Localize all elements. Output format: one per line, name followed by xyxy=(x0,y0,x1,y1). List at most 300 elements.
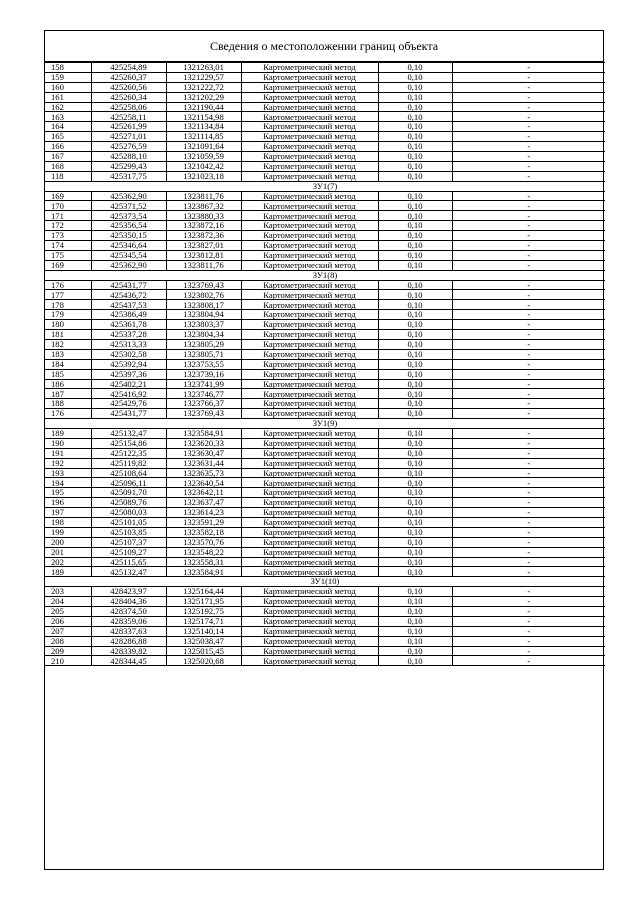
description-cell: - xyxy=(452,82,605,92)
description-cell: - xyxy=(452,646,605,656)
description-cell: - xyxy=(452,221,605,231)
point-number-cell: 204 xyxy=(45,597,91,607)
point-number-cell: 199 xyxy=(45,527,91,537)
x-coordinate-cell: 425350,15 xyxy=(91,231,166,241)
accuracy-cell: 0,10 xyxy=(378,231,452,241)
accuracy-cell: 0,10 xyxy=(378,557,452,567)
description-cell: - xyxy=(452,488,605,498)
accuracy-cell: 0,10 xyxy=(378,428,452,438)
x-coordinate-cell: 425361,78 xyxy=(91,320,166,330)
section-row xyxy=(45,270,605,280)
point-number-cell: 208 xyxy=(45,636,91,646)
accuracy-cell: 0,10 xyxy=(378,646,452,656)
accuracy-cell: 0,10 xyxy=(378,448,452,458)
y-coordinate-cell: 1323872,36 xyxy=(166,231,241,241)
description-cell: - xyxy=(452,241,605,251)
method-cell: Картометрический метод xyxy=(241,606,378,616)
table-row xyxy=(45,478,605,488)
x-coordinate-cell: 425317,75 xyxy=(91,171,166,181)
y-coordinate-cell: 1323630,47 xyxy=(166,448,241,458)
method-cell: Картометрический метод xyxy=(241,478,378,488)
x-coordinate-cell: 425115,65 xyxy=(91,557,166,567)
x-coordinate-cell: 425346,64 xyxy=(91,241,166,251)
table-row xyxy=(45,92,605,102)
point-number-cell: 206 xyxy=(45,616,91,626)
point-number-cell: 179 xyxy=(45,310,91,320)
table-row xyxy=(45,498,605,508)
method-cell: Картометрический метод xyxy=(241,211,378,221)
point-number-cell: 203 xyxy=(45,587,91,597)
accuracy-cell: 0,10 xyxy=(378,389,452,399)
method-cell: Картометрический метод xyxy=(241,498,378,508)
description-cell: - xyxy=(452,290,605,300)
accuracy-cell: 0,10 xyxy=(378,191,452,201)
point-number-cell: 177 xyxy=(45,290,91,300)
x-coordinate-cell: 425254,89 xyxy=(91,63,166,73)
x-coordinate-cell: 425431,77 xyxy=(91,280,166,290)
description-cell: - xyxy=(452,448,605,458)
description-cell: - xyxy=(452,468,605,478)
point-number-cell: 161 xyxy=(45,92,91,102)
description-cell: - xyxy=(452,280,605,290)
table-row xyxy=(45,587,605,597)
y-coordinate-cell: 1321229,57 xyxy=(166,72,241,82)
accuracy-cell: 0,10 xyxy=(378,300,452,310)
description-cell: - xyxy=(452,171,605,181)
y-coordinate-cell: 1323637,47 xyxy=(166,498,241,508)
description-cell: - xyxy=(452,399,605,409)
description-cell: - xyxy=(452,201,605,211)
x-coordinate-cell: 425276,59 xyxy=(91,142,166,152)
accuracy-cell: 0,10 xyxy=(378,221,452,231)
point-number-cell: 169 xyxy=(45,191,91,201)
method-cell: Картометрический метод xyxy=(241,488,378,498)
x-coordinate-cell: 425436,72 xyxy=(91,290,166,300)
point-number-cell: 209 xyxy=(45,646,91,656)
table-row xyxy=(45,606,605,616)
accuracy-cell: 0,10 xyxy=(378,112,452,122)
point-number-cell: 205 xyxy=(45,606,91,616)
accuracy-cell: 0,10 xyxy=(378,72,452,82)
description-cell: - xyxy=(452,557,605,567)
y-coordinate-cell: 1323620,33 xyxy=(166,438,241,448)
description-cell: - xyxy=(452,636,605,646)
accuracy-cell: 0,10 xyxy=(378,330,452,340)
accuracy-cell: 0,10 xyxy=(378,409,452,419)
table-row xyxy=(45,330,605,340)
point-number-cell: 181 xyxy=(45,330,91,340)
table-row xyxy=(45,142,605,152)
description-cell: - xyxy=(452,349,605,359)
method-cell: Картометрический метод xyxy=(241,241,378,251)
description-cell: - xyxy=(452,438,605,448)
accuracy-cell: 0,10 xyxy=(378,498,452,508)
table-row xyxy=(45,211,605,221)
method-cell: Картометрический метод xyxy=(241,646,378,656)
description-cell: - xyxy=(452,527,605,537)
x-coordinate-cell: 425362,90 xyxy=(91,191,166,201)
section-row xyxy=(45,419,605,429)
table-row xyxy=(45,537,605,547)
method-cell: Картометрический метод xyxy=(241,428,378,438)
point-number-cell: 210 xyxy=(45,656,91,666)
method-cell: Картометрический метод xyxy=(241,349,378,359)
x-coordinate-cell: 425397,36 xyxy=(91,369,166,379)
table-row xyxy=(45,656,605,666)
table-row xyxy=(45,379,605,389)
y-coordinate-cell: 1323584,91 xyxy=(166,428,241,438)
method-cell: Картометрический метод xyxy=(241,448,378,458)
method-cell: Картометрический метод xyxy=(241,152,378,162)
y-coordinate-cell: 1323880,33 xyxy=(166,211,241,221)
y-coordinate-cell: 1323812,81 xyxy=(166,250,241,260)
table-row xyxy=(45,428,605,438)
method-cell: Картометрический метод xyxy=(241,320,378,330)
method-cell: Картометрический метод xyxy=(241,616,378,626)
point-number-cell: 174 xyxy=(45,241,91,251)
description-cell: - xyxy=(452,626,605,636)
accuracy-cell: 0,10 xyxy=(378,488,452,498)
table-row xyxy=(45,399,605,409)
description-cell: - xyxy=(452,330,605,340)
y-coordinate-cell: 1323804,34 xyxy=(166,330,241,340)
description-cell: - xyxy=(452,359,605,369)
y-coordinate-cell: 1325140,14 xyxy=(166,626,241,636)
table-row xyxy=(45,557,605,567)
table-body xyxy=(45,63,605,666)
y-coordinate-cell: 1323827,01 xyxy=(166,241,241,251)
y-coordinate-cell: 1323642,11 xyxy=(166,488,241,498)
point-number-cell: 167 xyxy=(45,152,91,162)
table-row xyxy=(45,72,605,82)
x-coordinate-cell: 425080,03 xyxy=(91,508,166,518)
description-cell: - xyxy=(452,458,605,468)
description-cell: - xyxy=(452,616,605,626)
method-cell: Картометрический метод xyxy=(241,458,378,468)
x-coordinate-cell: 425089,76 xyxy=(91,498,166,508)
description-cell: - xyxy=(452,112,605,122)
x-coordinate-cell: 425154,86 xyxy=(91,438,166,448)
table-row xyxy=(45,241,605,251)
accuracy-cell: 0,10 xyxy=(378,142,452,152)
table-row xyxy=(45,547,605,557)
table-row xyxy=(45,517,605,527)
description-cell: - xyxy=(452,122,605,132)
table-row xyxy=(45,349,605,359)
accuracy-cell: 0,10 xyxy=(378,517,452,527)
method-cell: Картометрический метод xyxy=(241,389,378,399)
method-cell: Картометрический метод xyxy=(241,567,378,577)
table-row xyxy=(45,458,605,468)
y-coordinate-cell: 1325174,71 xyxy=(166,616,241,626)
x-coordinate-cell: 428423,97 xyxy=(91,587,166,597)
accuracy-cell: 0,10 xyxy=(378,527,452,537)
method-cell: Картометрический метод xyxy=(241,339,378,349)
method-cell: Картометрический метод xyxy=(241,636,378,646)
description-cell: - xyxy=(452,478,605,488)
x-coordinate-cell: 428359,06 xyxy=(91,616,166,626)
x-coordinate-cell: 428286,88 xyxy=(91,636,166,646)
y-coordinate-cell: 1323769,43 xyxy=(166,280,241,290)
x-coordinate-cell: 425416,92 xyxy=(91,389,166,399)
table-row xyxy=(45,300,605,310)
method-cell: Картометрический метод xyxy=(241,231,378,241)
y-coordinate-cell: 1323558,31 xyxy=(166,557,241,567)
table-row xyxy=(45,320,605,330)
method-cell: Картометрический метод xyxy=(241,290,378,300)
table-row xyxy=(45,438,605,448)
point-number-cell: 166 xyxy=(45,142,91,152)
method-cell: Картометрический метод xyxy=(241,260,378,270)
table-row xyxy=(45,201,605,211)
table-row xyxy=(45,63,605,73)
method-cell: Картометрический метод xyxy=(241,537,378,547)
point-number-cell: 165 xyxy=(45,132,91,142)
point-number-cell: 180 xyxy=(45,320,91,330)
point-number-cell: 188 xyxy=(45,399,91,409)
description-cell: - xyxy=(452,102,605,112)
point-number-cell: 178 xyxy=(45,300,91,310)
method-cell: Картометрический метод xyxy=(241,171,378,181)
description-cell: - xyxy=(452,389,605,399)
method-cell: Картометрический метод xyxy=(241,330,378,340)
x-coordinate-cell: 425362,90 xyxy=(91,260,166,270)
table-row xyxy=(45,369,605,379)
table-row xyxy=(45,597,605,607)
accuracy-cell: 0,10 xyxy=(378,132,452,142)
table-row xyxy=(45,152,605,162)
accuracy-cell: 0,10 xyxy=(378,587,452,597)
point-number-cell: 200 xyxy=(45,537,91,547)
y-coordinate-cell: 1323739,16 xyxy=(166,369,241,379)
x-coordinate-cell: 425371,52 xyxy=(91,201,166,211)
point-number-cell: 158 xyxy=(45,63,91,73)
method-cell: Картометрический метод xyxy=(241,250,378,260)
method-cell: Картометрический метод xyxy=(241,508,378,518)
y-coordinate-cell: 1325038,47 xyxy=(166,636,241,646)
point-number-cell: 191 xyxy=(45,448,91,458)
x-coordinate-cell: 425431,77 xyxy=(91,409,166,419)
y-coordinate-cell: 1321154,98 xyxy=(166,112,241,122)
description-cell: - xyxy=(452,369,605,379)
accuracy-cell: 0,10 xyxy=(378,547,452,557)
x-coordinate-cell: 428374,50 xyxy=(91,606,166,616)
table-row xyxy=(45,508,605,518)
y-coordinate-cell: 1323741,99 xyxy=(166,379,241,389)
method-cell: Картометрический метод xyxy=(241,468,378,478)
accuracy-cell: 0,10 xyxy=(378,438,452,448)
accuracy-cell: 0,10 xyxy=(378,241,452,251)
point-number-cell: 184 xyxy=(45,359,91,369)
accuracy-cell: 0,10 xyxy=(378,597,452,607)
method-cell: Картометрический метод xyxy=(241,626,378,636)
method-cell: Картометрический метод xyxy=(241,587,378,597)
accuracy-cell: 0,10 xyxy=(378,171,452,181)
description-cell: - xyxy=(452,537,605,547)
x-coordinate-cell: 425119,82 xyxy=(91,458,166,468)
y-coordinate-cell: 1321042,42 xyxy=(166,161,241,171)
accuracy-cell: 0,10 xyxy=(378,508,452,518)
method-cell: Картометрический метод xyxy=(241,161,378,171)
point-number-cell: 183 xyxy=(45,349,91,359)
x-coordinate-cell: 425103,85 xyxy=(91,527,166,537)
y-coordinate-cell: 1325192,75 xyxy=(166,606,241,616)
method-cell: Картометрический метод xyxy=(241,527,378,537)
y-coordinate-cell: 1323548,22 xyxy=(166,547,241,557)
table-row xyxy=(45,290,605,300)
accuracy-cell: 0,10 xyxy=(378,379,452,389)
description-cell: - xyxy=(452,547,605,557)
x-coordinate-cell: 425392,94 xyxy=(91,359,166,369)
point-number-cell: 197 xyxy=(45,508,91,518)
y-coordinate-cell: 1321134,84 xyxy=(166,122,241,132)
table-row xyxy=(45,132,605,142)
y-coordinate-cell: 1321023,18 xyxy=(166,171,241,181)
point-number-cell: 176 xyxy=(45,280,91,290)
y-coordinate-cell: 1323802,76 xyxy=(166,290,241,300)
method-cell: Картометрический метод xyxy=(241,597,378,607)
accuracy-cell: 0,10 xyxy=(378,399,452,409)
document-title: Сведения о местоположении границ объекта xyxy=(45,31,603,62)
method-cell: Картометрический метод xyxy=(241,72,378,82)
table-row xyxy=(45,102,605,112)
accuracy-cell: 0,10 xyxy=(378,478,452,488)
x-coordinate-cell: 425107,37 xyxy=(91,537,166,547)
accuracy-cell: 0,10 xyxy=(378,537,452,547)
point-number-cell: 175 xyxy=(45,250,91,260)
method-cell: Картометрический метод xyxy=(241,122,378,132)
method-cell: Картометрический метод xyxy=(241,82,378,92)
point-number-cell: 172 xyxy=(45,221,91,231)
table-row xyxy=(45,82,605,92)
accuracy-cell: 0,10 xyxy=(378,201,452,211)
x-coordinate-cell: 425373,54 xyxy=(91,211,166,221)
description-cell: - xyxy=(452,250,605,260)
x-coordinate-cell: 425260,56 xyxy=(91,82,166,92)
accuracy-cell: 0,10 xyxy=(378,458,452,468)
y-coordinate-cell: 1321114,85 xyxy=(166,132,241,142)
accuracy-cell: 0,10 xyxy=(378,349,452,359)
accuracy-cell: 0,10 xyxy=(378,369,452,379)
description-cell: - xyxy=(452,152,605,162)
method-cell: Картометрический метод xyxy=(241,369,378,379)
description-cell: - xyxy=(452,409,605,419)
method-cell: Картометрический метод xyxy=(241,300,378,310)
y-coordinate-cell: 1323805,71 xyxy=(166,349,241,359)
table-row xyxy=(45,359,605,369)
y-coordinate-cell: 1325164,44 xyxy=(166,587,241,597)
x-coordinate-cell: 425437,53 xyxy=(91,300,166,310)
y-coordinate-cell: 1323811,76 xyxy=(166,191,241,201)
accuracy-cell: 0,10 xyxy=(378,468,452,478)
x-coordinate-cell: 425288,10 xyxy=(91,152,166,162)
point-number-cell: 164 xyxy=(45,122,91,132)
method-cell: Картометрический метод xyxy=(241,63,378,73)
x-coordinate-cell: 428404,36 xyxy=(91,597,166,607)
y-coordinate-cell: 1325020,68 xyxy=(166,656,241,666)
x-coordinate-cell: 425429,76 xyxy=(91,399,166,409)
accuracy-cell: 0,10 xyxy=(378,626,452,636)
x-coordinate-cell: 425261,99 xyxy=(91,122,166,132)
y-coordinate-cell: 1323570,76 xyxy=(166,537,241,547)
accuracy-cell: 0,10 xyxy=(378,290,452,300)
x-coordinate-cell: 425337,28 xyxy=(91,330,166,340)
description-cell: - xyxy=(452,597,605,607)
table-row xyxy=(45,250,605,260)
x-coordinate-cell: 425258,06 xyxy=(91,102,166,112)
accuracy-cell: 0,10 xyxy=(378,63,452,73)
accuracy-cell: 0,10 xyxy=(378,320,452,330)
accuracy-cell: 0,10 xyxy=(378,250,452,260)
y-coordinate-cell: 1323753,55 xyxy=(166,359,241,369)
point-number-cell: 189 xyxy=(45,428,91,438)
table-row xyxy=(45,409,605,419)
y-coordinate-cell: 1323614,23 xyxy=(166,508,241,518)
point-number-cell: 192 xyxy=(45,458,91,468)
table-row xyxy=(45,567,605,577)
x-coordinate-cell: 428339,82 xyxy=(91,646,166,656)
section-row xyxy=(45,577,605,587)
accuracy-cell: 0,10 xyxy=(378,122,452,132)
description-cell: - xyxy=(452,142,605,152)
x-coordinate-cell: 425101,05 xyxy=(91,517,166,527)
table-row xyxy=(45,122,605,132)
y-coordinate-cell: 1323582,18 xyxy=(166,527,241,537)
method-cell: Картометрический метод xyxy=(241,359,378,369)
method-cell: Картометрический метод xyxy=(241,438,378,448)
y-coordinate-cell: 1323811,76 xyxy=(166,260,241,270)
method-cell: Картометрический метод xyxy=(241,517,378,527)
y-coordinate-cell: 1321059,59 xyxy=(166,152,241,162)
point-number-cell: 190 xyxy=(45,438,91,448)
description-cell: - xyxy=(452,132,605,142)
accuracy-cell: 0,10 xyxy=(378,280,452,290)
point-number-cell: 173 xyxy=(45,231,91,241)
point-number-cell: 169 xyxy=(45,260,91,270)
section-title: ЗУ1(7) xyxy=(45,181,605,191)
y-coordinate-cell: 1323766,37 xyxy=(166,399,241,409)
point-number-cell: 201 xyxy=(45,547,91,557)
method-cell: Картометрический метод xyxy=(241,142,378,152)
x-coordinate-cell: 425402,21 xyxy=(91,379,166,389)
description-cell: - xyxy=(452,92,605,102)
x-coordinate-cell: 425109,27 xyxy=(91,547,166,557)
point-number-cell: 118 xyxy=(45,171,91,181)
point-number-cell: 185 xyxy=(45,369,91,379)
accuracy-cell: 0,10 xyxy=(378,211,452,221)
point-number-cell: 160 xyxy=(45,82,91,92)
y-coordinate-cell: 1323805,29 xyxy=(166,339,241,349)
y-coordinate-cell: 1321222,72 xyxy=(166,82,241,92)
description-cell: - xyxy=(452,379,605,389)
point-number-cell: 170 xyxy=(45,201,91,211)
point-number-cell: 176 xyxy=(45,409,91,419)
x-coordinate-cell: 425122,35 xyxy=(91,448,166,458)
table-row xyxy=(45,626,605,636)
description-cell: - xyxy=(452,567,605,577)
description-cell: - xyxy=(452,310,605,320)
method-cell: Картометрический метод xyxy=(241,399,378,409)
point-number-cell: 162 xyxy=(45,102,91,112)
method-cell: Картометрический метод xyxy=(241,102,378,112)
description-cell: - xyxy=(452,606,605,616)
table-row xyxy=(45,488,605,498)
table-row xyxy=(45,389,605,399)
point-number-cell: 159 xyxy=(45,72,91,82)
x-coordinate-cell: 425091,70 xyxy=(91,488,166,498)
point-number-cell: 202 xyxy=(45,557,91,567)
point-number-cell: 195 xyxy=(45,488,91,498)
